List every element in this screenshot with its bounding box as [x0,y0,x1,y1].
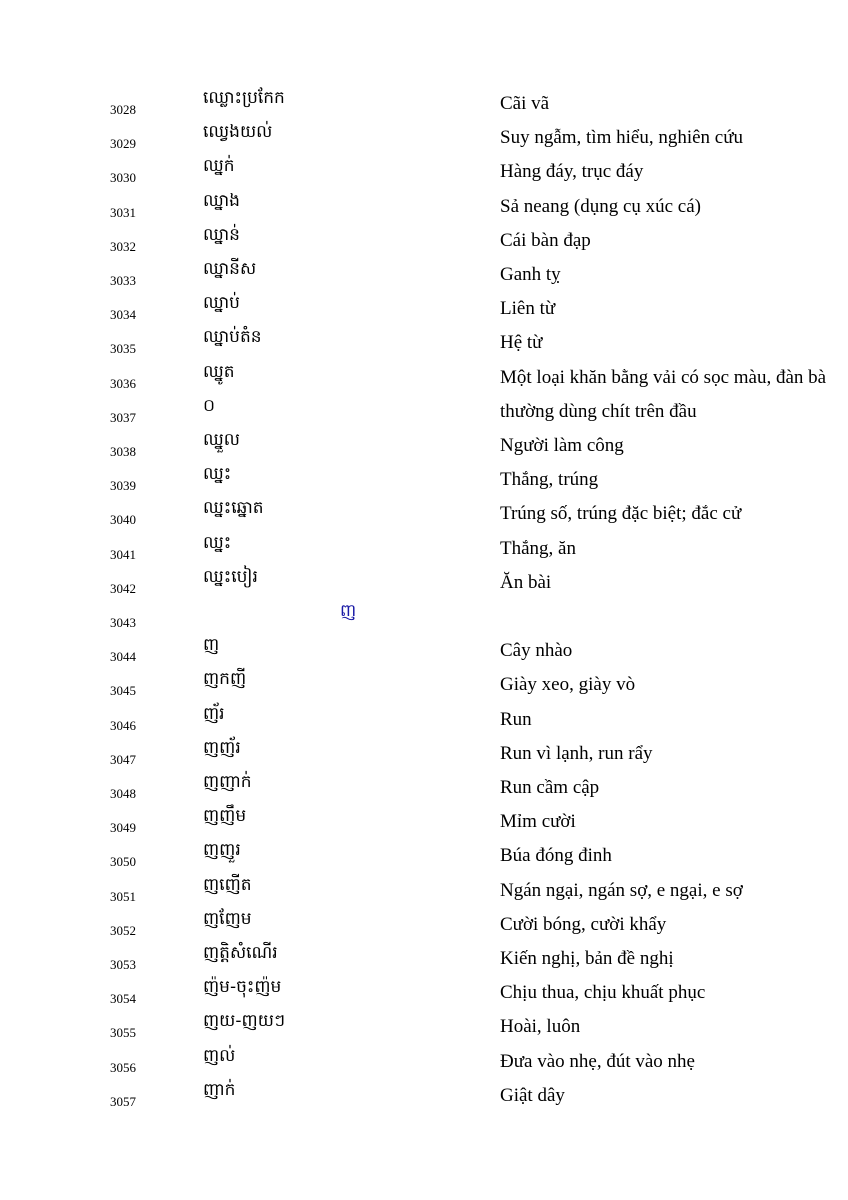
khmer-term: ញត្តិសំណើរ [203,943,278,963]
dictionary-entry [0,806,848,845]
khmer-term: ឈ្នាន់ [203,224,240,245]
dictionary-entry [0,498,848,537]
vietnamese-definition: Suy ngẫm, tìm hiểu, nghiên cứu [500,127,744,149]
entry-number: 3040 [110,512,136,528]
entry-number: 3035 [110,341,136,357]
entry-number: 3029 [110,136,136,152]
dictionary-entry [0,703,848,743]
entry-number: 3056 [110,1059,136,1075]
vietnamese-definition: Cây nhào [500,640,573,662]
dictionary-entry [0,327,848,366]
khmer-term: ញយ-ញយៗ [203,1011,286,1032]
vietnamese-definition: Run cầm cập [500,777,600,798]
entry-number: 3048 [110,786,136,801]
entry-number: 3030 [110,170,136,186]
khmer-term: ញញឹម [203,806,247,827]
khmer-term: ញល់ [203,1045,236,1066]
dictionary-entry [0,259,848,298]
vietnamese-definition: Run [500,708,532,730]
dictionary-entry [0,464,848,503]
vietnamese-definition: Một loại khăn bằng vải có sọc màu, đàn bà [500,366,827,388]
dictionary-entry [0,908,848,948]
entry-number: 3028 [110,102,136,117]
entry-number: 3032 [110,238,136,254]
khmer-term: ឈ្នះបៀរ [203,566,258,587]
khmer-term: ឈ្នក់ [203,156,235,177]
entry-number: 3034 [110,307,136,323]
khmer-term: ឈ្លោះប្រកែក [203,88,285,108]
section-letter: ញ [340,601,357,621]
vietnamese-definition: Hoài, luôn [500,1016,581,1038]
vietnamese-definition: Hệ từ [500,332,543,354]
vietnamese-definition: Ngán ngại, ngán sợ, e ngại, e sợ [500,879,743,901]
entry-number: 3036 [110,375,136,391]
khmer-term: ០ [203,395,216,416]
vietnamese-definition: Cãi vã [500,93,550,114]
khmer-term: ញាក់ [203,1079,236,1100]
vietnamese-definition: Giật dây [500,1084,565,1106]
entry-number: 3031 [110,204,136,220]
entry-number: 3051 [110,888,136,904]
vietnamese-definition: Cái bàn đạp [500,229,591,251]
khmer-term: ឈ្នះឆ្នោត [203,498,264,519]
vietnamese-definition: Thắng, ăn [500,537,576,559]
vietnamese-definition: Thắng, trúng [500,469,599,491]
dictionary-entry [0,669,848,708]
entry-number: 3038 [110,444,136,459]
dictionary-entry [0,88,848,127]
entry-number: 3052 [110,922,136,938]
vietnamese-definition: Ganh tỵ [500,264,561,285]
vietnamese-definition: Mỉm cười [500,811,576,833]
khmer-term: ឈ្នាប់ [203,293,240,314]
entry-number: 3055 [110,1025,136,1041]
dictionary-entry [0,430,848,469]
entry-number: 3049 [110,820,136,836]
vietnamese-definition: Kiến nghị, bản đề nghị [500,948,674,969]
dictionary-entry [0,190,848,230]
khmer-term: ញ៉ម-ចុះញ៉ម [203,977,282,998]
vietnamese-definition: Người làm công [500,435,624,456]
khmer-term: ឈ្នូត [203,361,235,382]
entry-number: 3037 [110,409,136,425]
vietnamese-definition: Hàng đáy, trục đáy [500,161,644,183]
dictionary-entry [0,293,848,332]
entry-number: 3045 [110,683,136,699]
dictionary-entry [0,874,848,914]
dictionary-entry [0,224,848,264]
dictionary-entry [0,977,848,1016]
vietnamese-definition: Chịu thua, chịu khuất phục [500,982,706,1004]
khmer-term: ញញែម [203,908,252,929]
khmer-term: ញកញី [203,669,247,690]
dictionary-entry [0,156,848,195]
khmer-term: ញញួរ [203,840,241,861]
entry-number: 3047 [110,751,136,767]
dictionary-entry [0,1011,848,1050]
entry-number: 3044 [110,649,136,665]
vietnamese-definition: Run vì lạnh, run rẩy [500,742,653,764]
vietnamese-definition: thường dùng chít trên đầu [500,400,697,422]
vietnamese-definition: Búa đóng đinh [500,845,612,867]
dictionary-entry [0,532,848,572]
dictionary-entry [0,566,848,606]
entry-number: 3054 [110,991,136,1007]
khmer-term: ឈ្នះ [203,464,232,485]
dictionary-entry [0,772,848,811]
khmer-term: ឈ្វេងយល់ [203,122,273,143]
entry-number: 3041 [110,546,136,562]
khmer-term: ឈ្នានីស [203,259,257,279]
vietnamese-definition: Liên từ [500,298,556,320]
khmer-term: ឈ្នាប់តំន [203,327,262,348]
khmer-term: ឈ្នួល [203,430,240,450]
dictionary-entry [0,395,848,435]
vietnamese-definition: Sả neang (dụng cụ xúc cá) [500,195,702,217]
dictionary-entry [0,737,848,777]
vietnamese-definition: Giày xeo, giày vò [500,674,636,696]
entry-number: 3039 [110,478,136,494]
dictionary-entry [0,635,848,674]
vietnamese-definition: Trúng số, trúng đặc biệt; đắc cử [500,503,742,525]
dictionary-entry [0,1079,848,1119]
vietnamese-definition: Cười bóng, cười khẩy [500,913,667,935]
entry-number: 3033 [110,273,136,288]
vietnamese-definition: Ăn bài [500,571,552,593]
entry-number: 3050 [110,854,136,870]
khmer-term: ឈ្នះ [203,532,232,553]
dictionary-entry [0,122,848,161]
khmer-term: ញញើត [203,874,252,895]
vietnamese-definition: Đưa vào nhẹ, đút vào nhẹ [500,1050,695,1072]
entry-number: 3046 [110,717,136,733]
entry-number: 3043 [110,615,136,630]
khmer-term: ញញាក់ [203,772,252,792]
section-header-row [0,601,848,640]
khmer-term: ញញ័រ [203,737,241,758]
entry-number: 3053 [110,957,136,972]
entry-number: 3057 [110,1093,136,1109]
dictionary-entry [0,361,848,401]
khmer-term: ឈ្នាង [203,190,240,211]
khmer-term: ញ័រ [203,703,225,724]
dictionary-entry [0,840,848,879]
dictionary-entry [0,1045,848,1085]
entry-number: 3042 [110,580,136,596]
dictionary-entry [0,943,848,982]
khmer-term: ញ [203,635,220,656]
